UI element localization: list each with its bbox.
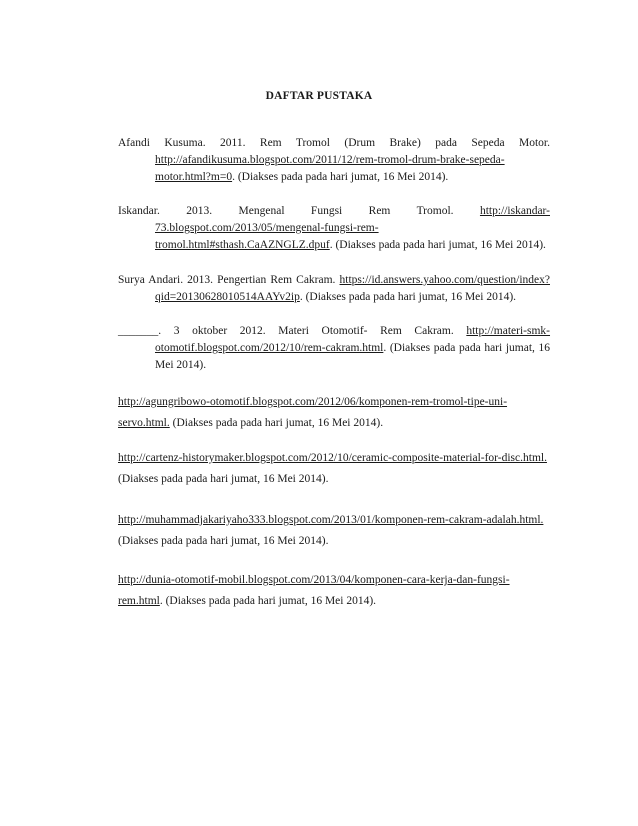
reference-access-note: . (Diakses pada pada hari jumat, 16 Mei 2014). xyxy=(155,342,550,371)
reference-link[interactable]: http://muhammadjakariyaho333.blogspot.com/2013/01/komponen-rem-cakram-adalah.html. xyxy=(118,513,544,526)
reference-entry-1 xyxy=(118,135,550,185)
reference-citation: _______. 3 oktober 2012. Materi Otomotif- Rem Cakram. xyxy=(118,325,454,338)
reference-access-note: (Diakses pada pada hari jumat, 16 Mei 2014). xyxy=(118,472,329,485)
reference-list xyxy=(118,135,550,612)
page-title: DAFTAR PUSTAKA xyxy=(265,90,373,102)
reference-link[interactable]: http://iskandar-73.blogspot.com/2013/05/mengenal-fungsi-rem-tromol.html#sthash.CaAZNGLZ.dpuf xyxy=(155,205,550,251)
reference-entry-7 xyxy=(118,510,550,552)
reference-entry-6 xyxy=(118,448,550,490)
reference-link[interactable]: http://cartenz-historymaker.blogspot.com/2012/10/ceramic-composite-material-for-disc.html. xyxy=(118,451,547,464)
reference-access-note: . (Diakses pada pada hari jumat, 16 Mei 2014). xyxy=(299,290,517,303)
reference-entry-5 xyxy=(118,392,550,434)
reference-access-note: . (Diakses pada pada hari jumat, 16 Mei 2014). xyxy=(159,594,377,607)
reference-access-note: (Diakses pada pada hari jumat, 16 Mei 2014). xyxy=(169,416,384,429)
reference-citation: Afandi Kusuma. 2011. Rem Tromol (Drum Brake) pada Sepeda Motor. xyxy=(118,137,550,149)
reference-citation: Surya Andari. 2013. Pengertian Rem Cakram. xyxy=(118,273,336,286)
reference-entry-2 xyxy=(118,203,550,253)
reference-access-note: (Diakses pada pada hari jumat, 16 Mei 2014). xyxy=(118,534,329,547)
reference-access-note: . (Diakses pada pada hari jumat, 16 Mei 2014). xyxy=(232,170,449,183)
reference-link[interactable]: http://materi-smk-otomotif.blogspot.com/2012/10/rem-cakram.html xyxy=(155,325,551,355)
reference-entry-3 xyxy=(118,272,550,306)
reference-entry-4 xyxy=(118,323,550,373)
reference-citation: Iskandar. 2013. Mengenal Fungsi Rem Tromol. xyxy=(118,205,454,218)
reference-link[interactable]: https://id.answers.yahoo.com/question/index?qid=20130628010514AAYv2ip xyxy=(155,273,550,303)
reference-entry-8 xyxy=(118,570,550,612)
reference-link[interactable]: http://afandikusuma.blogspot.com/2011/12/rem-tromol-drum-brake-sepeda-motor.html?m=0 xyxy=(155,153,505,183)
reference-link[interactable]: http://dunia-otomotif-mobil.blogspot.com/2013/04/komponen-cara-kerja-dan-fungsi-rem.html xyxy=(118,573,510,607)
reference-access-note: . (Diakses pada pada hari jumat, 16 Mei 2014). xyxy=(329,238,546,251)
reference-link[interactable]: http://agungribowo-otomotif.blogspot.com/2012/06/komponen-rem-tromol-tipe-uni-servo.html. xyxy=(118,395,508,429)
